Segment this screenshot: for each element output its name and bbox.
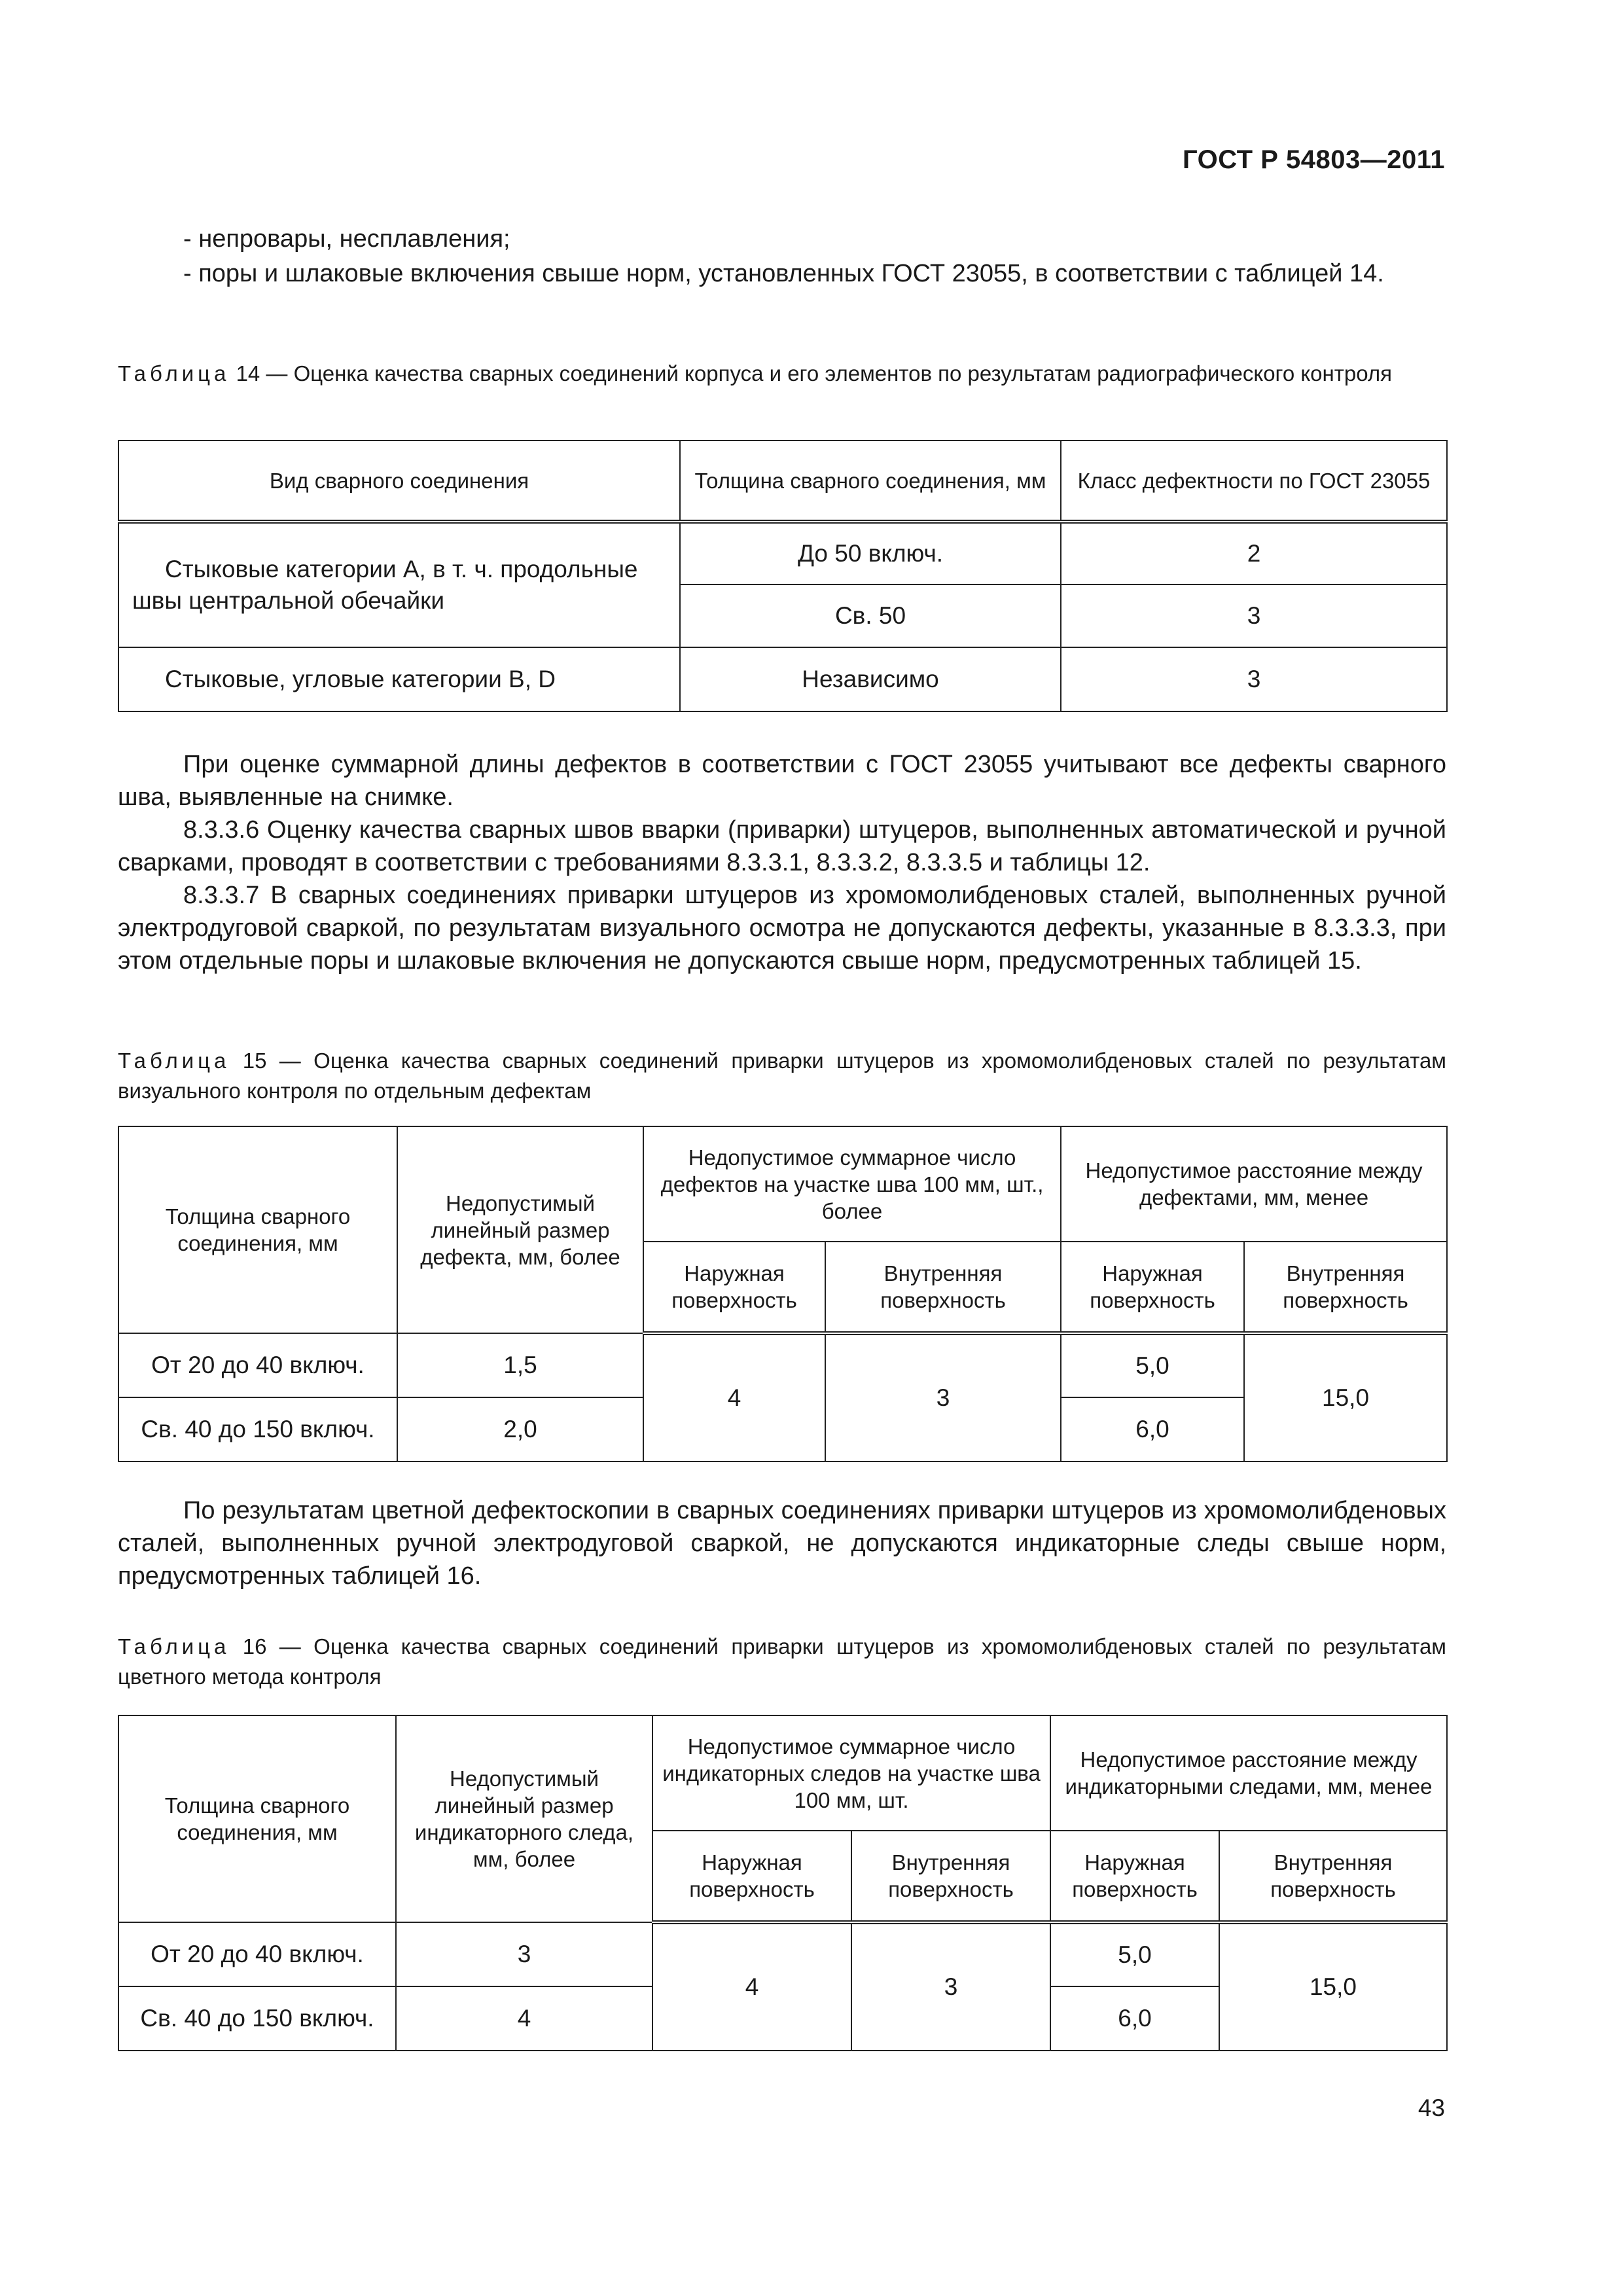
- table15-cell-size: 1,5: [397, 1333, 643, 1397]
- table15-header-distance: Недопустимое расстояние между дефектами, мм, менее: [1061, 1126, 1447, 1242]
- table16-caption-word: Таблица: [118, 1634, 230, 1659]
- table14-header-thickness: Толщина сварного соединения, мм: [680, 440, 1061, 522]
- table16-cell-distance-outer: 5,0: [1050, 1922, 1219, 1986]
- table15-cell-thickness: Св. 40 до 150 включ.: [118, 1397, 397, 1462]
- table15-caption: [118, 1046, 1446, 1106]
- table16-header-count-outer: Наружная поверхность: [652, 1831, 851, 1922]
- table16-caption-text: 16 — Оценка качества сварных соединений приварки штуцеров из хромомолибденовых сталей по результатам цветного метода контроля: [118, 1634, 1446, 1689]
- body-paragraph: [118, 1494, 1446, 1592]
- body-paragraph: [118, 748, 1446, 814]
- body-paragraph: [118, 814, 1446, 879]
- table16-header-thickness: Толщина сварного соединения, мм: [118, 1715, 396, 1922]
- intro-line-2: - поры и шлаковые включения свыше норм, установленных ГОСТ 23055, в соответствии с таблицей 14.: [183, 260, 1384, 287]
- table16-cell-thickness: Св. 40 до 150 включ.: [118, 1986, 396, 2051]
- table15-header-count-outer: Наружная поверхность: [643, 1242, 825, 1333]
- table15-header-thickness: Толщина сварного соединения, мм: [118, 1126, 397, 1333]
- page-number: 43: [1418, 2094, 1445, 2121]
- table15-header-count-inner: Внутренняя поверхность: [825, 1242, 1061, 1333]
- intro-list-item: [118, 257, 1446, 290]
- table15-caption-text: 15 — Оценка качества сварных соединений приварки штуцеров из хромомолибденовых сталей по результатам визуального контроля по отдельным дефектам: [118, 1049, 1446, 1103]
- table16-header-count: Недопустимое суммарное число индикаторных следов на участке шва 100 мм, шт.: [652, 1715, 1050, 1831]
- body-paragraph: [118, 879, 1446, 977]
- table14-caption-word: Таблица: [118, 361, 230, 386]
- table14-cell-class: 2: [1061, 522, 1447, 584]
- table15: [118, 1126, 1448, 1462]
- body-paragraph-text: 8.3.3.7 В сварных соединениях приварки штуцеров из хромомолибденовых сталей, выполненных ручной электродуговой сваркой, по результатам визуального осмотра не допускаются дефекты, указанные в 8.3.3.3, при этом отдельные поры и шлаковые включения не допускаются свыше норм, предусмотренных таблицей 15.: [118, 882, 1446, 975]
- table16-cell-size: 3: [396, 1922, 652, 1986]
- table16-header-distance-outer: Наружная поверхность: [1050, 1831, 1219, 1922]
- body-paragraph-text: При оценке суммарной длины дефектов в соответствии с ГОСТ 23055 учитывают все дефекты сварного шва, выявленные на снимке.: [118, 751, 1446, 811]
- table14-caption-text: 14 — Оценка качества сварных соединений корпуса и его элементов по результатам радиографического контроля: [236, 361, 1392, 386]
- table15-header-size: Недопустимый линейный размер дефекта, мм, более: [397, 1126, 643, 1333]
- table15-caption-word: Таблица: [118, 1049, 230, 1073]
- table16-header-size: Недопустимый линейный размер индикаторного следа, мм, более: [396, 1715, 652, 1922]
- table14-header-type: Вид сварного соединения: [118, 440, 680, 522]
- intro-list-item: [118, 223, 1446, 255]
- table16-header-distance-inner: Внутренняя поверхность: [1219, 1831, 1447, 1922]
- table14-cell-thickness: Независимо: [680, 647, 1061, 711]
- table14-cell-class: 3: [1061, 584, 1447, 647]
- table16-cell-size: 4: [396, 1986, 652, 2051]
- table15-cell-distance-outer: 5,0: [1061, 1333, 1244, 1397]
- table15-cell-distance-outer: 6,0: [1061, 1397, 1244, 1462]
- table15-header-count: Недопустимое суммарное число дефектов на участке шва 100 мм, шт., более: [643, 1126, 1061, 1242]
- table14-header-class: Класс дефектности по ГОСТ 23055: [1061, 440, 1447, 522]
- table14-caption: [118, 359, 1446, 389]
- table15-cell-size: 2,0: [397, 1397, 643, 1462]
- table15-header-distance-outer: Наружная поверхность: [1061, 1242, 1244, 1333]
- intro-line-1: - непровары, несплавления;: [183, 225, 510, 253]
- table15-cell-thickness: От 20 до 40 включ.: [118, 1333, 397, 1397]
- table16-cell-count-inner: 3: [851, 1922, 1050, 2051]
- table16-header-distance: Недопустимое расстояние между индикаторными следами, мм, менее: [1050, 1715, 1447, 1831]
- table15-cell-count-outer: 4: [643, 1333, 825, 1462]
- table14-cell-class: 3: [1061, 647, 1447, 711]
- table14-cell-type: Стыковые категории А, в т. ч. продольные швы центральной обечайки: [118, 522, 680, 647]
- document-code-header: ГОСТ Р 54803—2011: [1183, 145, 1445, 174]
- body-paragraph-text: 8.3.3.6 Оценку качества сварных швов вварки (приварки) штуцеров, выполненных автоматической и ручной сварками, проводят в соответствии с требованиями 8.3.3.1, 8.3.3.2, 8.3.3.5 и таблицы 12.: [118, 816, 1446, 876]
- table15-header-distance-inner: Внутренняя поверхность: [1244, 1242, 1447, 1333]
- table16-cell-distance-outer: 6,0: [1050, 1986, 1219, 2051]
- table16-caption: [118, 1632, 1446, 1692]
- table16-header-count-inner: Внутренняя поверхность: [851, 1831, 1050, 1922]
- table15-cell-distance-inner: 15,0: [1244, 1333, 1447, 1462]
- table14-cell-thickness: До 50 включ.: [680, 522, 1061, 584]
- table14-cell-thickness: Св. 50: [680, 584, 1061, 647]
- table16-cell-count-outer: 4: [652, 1922, 851, 2051]
- table16: [118, 1715, 1448, 2051]
- body-paragraph-text: По результатам цветной дефектоскопии в сварных соединениях приварки штуцеров из хромомолибденовых сталей, выполненных ручной электродуговой сваркой, не допускаются индикаторные следы свыше норм, предусмотренных таблицей 16.: [118, 1497, 1446, 1590]
- table16-cell-thickness: От 20 до 40 включ.: [118, 1922, 396, 1986]
- table15-cell-count-inner: 3: [825, 1333, 1061, 1462]
- table16-cell-distance-inner: 15,0: [1219, 1922, 1447, 2051]
- table14-cell-type: Стыковые, угловые категории В, D: [118, 647, 680, 711]
- table14: [118, 440, 1448, 712]
